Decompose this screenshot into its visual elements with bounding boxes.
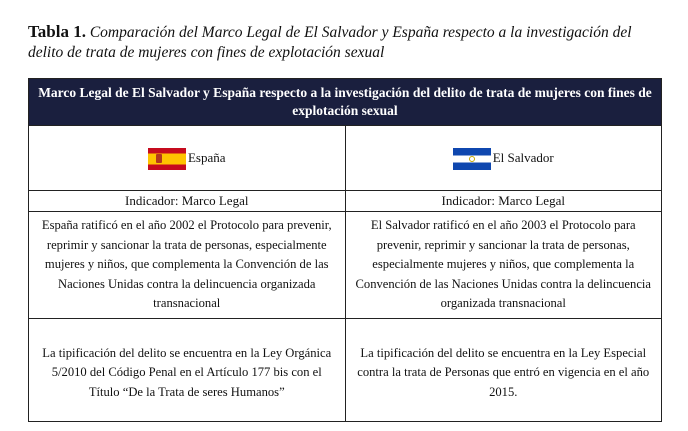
el-salvador-flag-icon <box>453 148 491 170</box>
country-name-el-salvador: El Salvador <box>492 150 554 165</box>
table-row <box>29 212 662 319</box>
country-name-spain: España <box>187 150 226 165</box>
table-caption <box>28 22 668 63</box>
cell-el-salvador-typification: La tipificación del delito se encuentra en la Ley Especial contra la trata de Personas que entró en vigencia en el año 2015. <box>345 319 662 422</box>
comparison-table <box>28 78 662 422</box>
cell-spain-typification: La tipificación del delito se encuentra en la Ley Orgánica 5/2010 del Código Penal en el Artículo 177 bis con el Título “De la Trata de seres Humanos” <box>29 319 346 422</box>
spain-flag-icon <box>148 148 186 170</box>
indicator-spain: Indicador: Marco Legal <box>29 191 346 212</box>
table-header: Marco Legal de El Salvador y España respecto a la investigación del delito de trata de mujeres con fines de explotación sexual <box>29 79 662 126</box>
indicator-el-salvador: Indicador: Marco Legal <box>345 191 662 212</box>
cell-spain-protocol: España ratificó en el año 2002 el Protocolo para prevenir, reprimir y sancionar la trata de personas, especialmente mujeres y niños, que complementa la Convención de las Naciones Unidas contra la delincuencia organizada transnacional <box>29 212 346 319</box>
table-row <box>29 319 662 422</box>
country-cell-spain <box>29 126 346 191</box>
country-cell-el-salvador <box>345 126 662 191</box>
caption-label: Tabla 1. <box>28 22 86 41</box>
country-row <box>29 126 662 191</box>
indicator-row <box>29 191 662 212</box>
cell-el-salvador-protocol: El Salvador ratificó en el año 2003 el Protocolo para prevenir, reprimir y sancionar la trata de personas, especialmente mujeres y niños, que complementa la Convención de las Naciones Unidas contra la delincuencia organizada transnacional <box>345 212 662 319</box>
caption-title: Comparación del Marco Legal de El Salvador y España respecto a la investigación del delito de trata de mujeres con fines de explotación sexual <box>28 24 632 61</box>
